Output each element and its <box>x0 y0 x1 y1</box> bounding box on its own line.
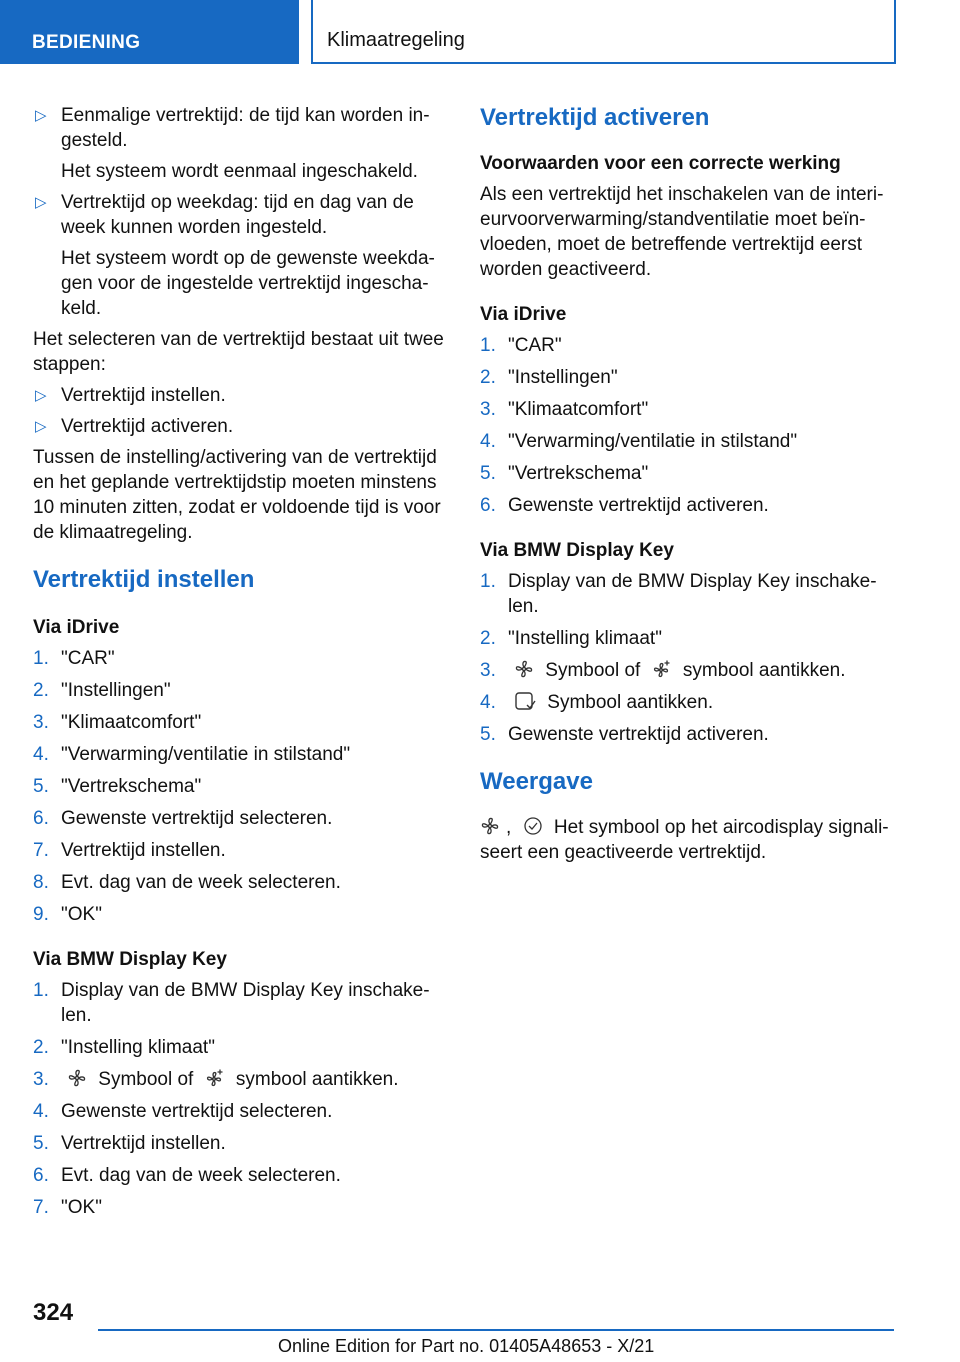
paragraph: Tussen de instelling/activering van de vertrektijd en het geplande vertrektijdstip moeten minstens 10 minuten zitten, zodat er voldoende tijd is voor de klimaatregeling. <box>33 447 441 543</box>
step-number: 3. <box>33 1069 49 1090</box>
bullet-item <box>33 190 448 321</box>
step-number: 6. <box>33 808 49 829</box>
section-tab: BEDIENING <box>0 0 299 64</box>
step-list <box>480 569 900 747</box>
step-number: 7. <box>33 1197 49 1218</box>
subheading: Via iDrive <box>33 617 120 638</box>
bullet-subtext: Het systeem wordt op de gewenste weekda-gen voor de ingestelde vertrektijd ingescha-keld. <box>61 248 435 319</box>
triangle-bullet-icon: ▷ <box>35 194 47 211</box>
step-number: 8. <box>33 872 49 893</box>
bullet-text: Vertrektijd activeren. <box>61 416 234 437</box>
fan-plus-icon <box>205 1068 225 1088</box>
list-item <box>480 626 900 651</box>
step-number: 2. <box>33 1037 49 1058</box>
step-number: 2. <box>480 367 496 388</box>
step-number: 1. <box>33 980 49 1001</box>
list-item <box>480 461 900 486</box>
separator-text: , <box>506 817 512 838</box>
section-heading: Vertrektijd activeren <box>480 104 710 131</box>
step-text: "Vertrekschema" <box>61 776 202 797</box>
list-item <box>33 710 448 735</box>
list-item <box>33 1195 448 1220</box>
fan-icon <box>67 1068 87 1088</box>
step-text: Display van de BMW Display Key inschake-len. <box>61 980 430 1026</box>
step-number: 1. <box>33 648 49 669</box>
list-item <box>33 902 448 927</box>
step-text: Gewenste vertrektijd selecteren. <box>61 1101 333 1122</box>
list-item <box>480 569 900 619</box>
step-text: Evt. dag van de week selecteren. <box>61 1165 341 1186</box>
right-column <box>480 103 900 871</box>
step-number: 3. <box>33 712 49 733</box>
list-item <box>33 978 448 1028</box>
footer-divider <box>98 1329 894 1331</box>
step-number: 1. <box>480 335 496 356</box>
list-item <box>33 1099 448 1124</box>
step-list <box>33 978 448 1220</box>
step-text: "Instellingen" <box>508 367 618 388</box>
bullet-text: Eenmalige vertrektijd: de tijd kan worden in-gesteld. <box>61 105 430 151</box>
step-text: Vertrektijd instellen. <box>61 1133 226 1154</box>
step-text: Vertrektijd instellen. <box>61 840 226 861</box>
step-text: "CAR" <box>508 335 562 356</box>
step-text: "Instellingen" <box>61 680 171 701</box>
section-heading: Weergave <box>480 768 593 795</box>
step-number: 4. <box>33 1101 49 1122</box>
step-number: 5. <box>480 724 496 745</box>
step-text: "Klimaatcomfort" <box>508 399 649 420</box>
list-item <box>480 690 900 715</box>
step-text: "OK" <box>61 1197 102 1218</box>
list-item <box>480 397 900 422</box>
step-number: 5. <box>480 463 496 484</box>
list-item <box>33 774 448 799</box>
bullet-item <box>33 103 448 184</box>
list-item <box>480 333 900 358</box>
step-number: 2. <box>480 628 496 649</box>
step-number: 6. <box>480 495 496 516</box>
bullet-item <box>33 383 448 408</box>
check-box-icon <box>514 691 536 711</box>
step-text: Display van de BMW Display Key inschake-len. <box>508 571 877 617</box>
step-text: Symbool of <box>98 1069 194 1090</box>
left-column <box>33 103 448 1227</box>
step-list <box>33 646 448 927</box>
step-number: 6. <box>33 1165 49 1186</box>
list-item <box>33 1163 448 1188</box>
bullet-text: Vertrektijd op weekdag: tijd en dag van de week kunnen worden ingesteld. <box>61 192 414 238</box>
bullet-text: Vertrektijd instellen. <box>61 385 226 406</box>
chapter-title: Klimaatregeling <box>311 0 896 64</box>
paragraph <box>480 815 900 865</box>
page-number: 324 <box>33 1299 74 1326</box>
step-text: "Klimaatcomfort" <box>61 712 202 733</box>
subheading: Via iDrive <box>480 304 567 325</box>
triangle-bullet-icon: ▷ <box>35 107 47 124</box>
step-text: Evt. dag van de week selecteren. <box>61 872 341 893</box>
list-item <box>480 493 900 518</box>
list-item <box>480 429 900 454</box>
bullet-item <box>33 414 448 439</box>
list-item <box>33 806 448 831</box>
list-item <box>33 1067 448 1092</box>
fan-plus-icon <box>652 659 672 679</box>
step-text: Symbool of <box>545 660 641 681</box>
list-item <box>33 870 448 895</box>
list-item <box>33 1035 448 1060</box>
step-number: 3. <box>480 660 496 681</box>
step-number: 4. <box>480 431 496 452</box>
subheading: Via BMW Display Key <box>33 949 227 970</box>
list-item <box>33 742 448 767</box>
list-item <box>33 678 448 703</box>
page-header <box>0 0 960 66</box>
step-text: Gewenste vertrektijd selecteren. <box>61 808 333 829</box>
paragraph: Het selecteren van de vertrektijd bestaat uit twee stappen: <box>33 329 444 375</box>
triangle-bullet-icon: ▷ <box>35 418 47 435</box>
step-number: 5. <box>33 1133 49 1154</box>
section-heading: Vertrektijd instellen <box>33 566 255 593</box>
step-text: "Instelling klimaat" <box>61 1037 215 1058</box>
bullet-subtext: Het systeem wordt eenmaal ingeschakeld. <box>61 161 418 182</box>
list-item <box>33 838 448 863</box>
paragraph: Als een vertrektijd het inschakelen van de interi-eurvoorverwarming/standventilatie moet beïn-vloeden, moet de betreffende vertrektijd eerst worden geactiveerd. <box>480 184 884 280</box>
step-text: Gewenste vertrektijd activeren. <box>508 724 769 745</box>
step-text: symbool aantikken. <box>682 660 846 681</box>
step-number: 4. <box>480 692 496 713</box>
list-item <box>480 722 900 747</box>
fan-icon <box>514 659 534 679</box>
step-number: 2. <box>33 680 49 701</box>
triangle-bullet-icon: ▷ <box>35 387 47 404</box>
step-text: Symbool aantikken. <box>547 692 714 713</box>
edition-text: Online Edition for Part no. 01405A48653 - X/21 <box>278 1336 655 1356</box>
step-text: "Vertrekschema" <box>508 463 649 484</box>
step-text: "Instelling klimaat" <box>508 628 662 649</box>
display-text: Het symbool op het aircodisplay signali-seert een geactiveerde vertrektijd. <box>480 817 889 863</box>
fan-icon <box>480 816 500 836</box>
step-text: "Verwarming/ventilatie in stilstand" <box>61 744 351 765</box>
step-list <box>480 333 900 518</box>
step-number: 5. <box>33 776 49 797</box>
subheading: Voorwaarden voor een correcte werking <box>480 153 841 174</box>
step-text: "OK" <box>61 904 102 925</box>
step-number: 9. <box>33 904 49 925</box>
step-number: 4. <box>33 744 49 765</box>
step-text: "Verwarming/ventilatie in stilstand" <box>508 431 798 452</box>
clock-check-icon <box>523 816 543 836</box>
list-item <box>33 1131 448 1156</box>
list-item <box>480 658 900 683</box>
step-number: 7. <box>33 840 49 861</box>
step-text: symbool aantikken. <box>235 1069 399 1090</box>
subheading: Via BMW Display Key <box>480 540 674 561</box>
list-item <box>33 646 448 671</box>
step-number: 1. <box>480 571 496 592</box>
step-text: Gewenste vertrektijd activeren. <box>508 495 769 516</box>
step-number: 3. <box>480 399 496 420</box>
step-text: "CAR" <box>61 648 115 669</box>
list-item <box>480 365 900 390</box>
